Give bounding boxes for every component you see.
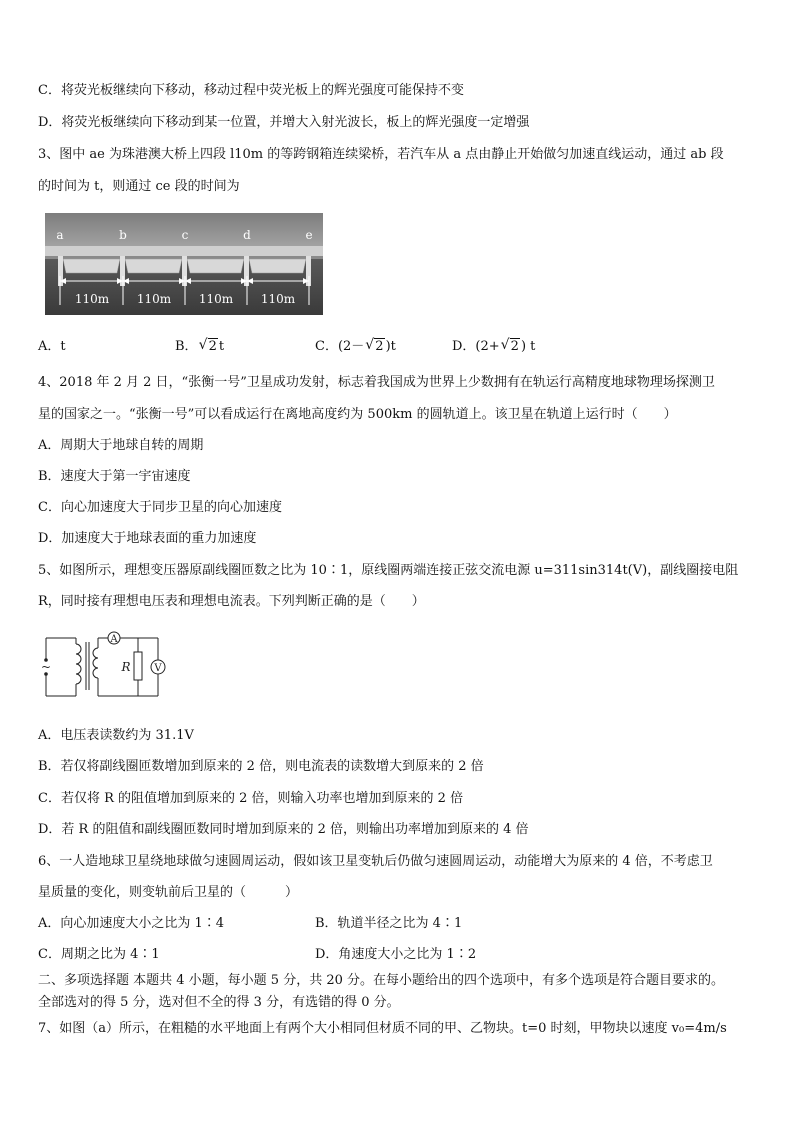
q5-stem-line1: 5、如图所示，理想变压器原副线圈匝数之比为 10∶1，原线圈两端连接正弦交流电源 u=311sin314t(V)，副线圈接电阻 (38, 563, 739, 578)
ac-source-symbol: ~ (40, 660, 52, 674)
bridge-span-de: 110m (260, 292, 296, 306)
q3-option-a: A．t (38, 339, 66, 354)
section2-heading-line2: 全部选对的得 5 分，选对但不全的得 3 分，有选错的得 0 分。 (38, 995, 400, 1010)
q3-option-d: D．(2+ √ 2 ) t (452, 337, 536, 354)
q6-stem-line1: 6、一人造地球卫星绕地球做匀速圆周运动，假如该卫星变轨后仍做匀速圆周运动，动能增大为原来的 4 倍，不考虑卫 (38, 854, 713, 869)
q4-option-a: A．周期大于地球自转的周期 (38, 438, 204, 453)
q6-option-b: B．轨道半径之比为 4∶1 (315, 916, 463, 931)
resistor-label: R (121, 660, 131, 674)
bridge-span-ab: 110m (74, 292, 110, 306)
voltmeter-label: V (154, 663, 162, 674)
transformer-circuit-figure (38, 630, 178, 702)
bridge-point-c: c (181, 228, 189, 242)
bridge-span-bc: 110m (136, 292, 172, 306)
q4-stem-line1: 4、2018 年 2 月 2 日，“张衡一号”卫星成功发射，标志着我国成为世界上少数拥有在轨运行高精度地球物理场探测卫 (38, 375, 715, 390)
section2-heading-line1: 二、多项选择题 本题共 4 小题，每小题 5 分，共 20 分。在每小题给出的四个选项中，有多个选项是符合题目要求的。 (38, 973, 725, 988)
q4-option-d: D．加速度大于地球表面的重力加速度 (38, 531, 257, 546)
q5-stem-line2: R，同时接有理想电压表和理想电流表。下列判断正确的是（ ） (38, 594, 425, 609)
bridge-point-b: b (119, 228, 127, 242)
q2-option-d: D．将荧光板继续向下移动到某一位置，并增大入射光波长，板上的辉光强度一定增强 (38, 115, 530, 130)
bridge-point-a: a (56, 228, 64, 242)
q4-option-b: B．速度大于第一宇宙速度 (38, 469, 191, 484)
q6-option-d: D．角速度大小之比为 1∶2 (315, 947, 477, 962)
q3-option-c: C．(2－ √ 2 )t (315, 337, 396, 354)
q7-stem-line1: 7、如图（a）所示，在粗糙的水平地面上有两个大小相同但材质不同的甲、乙物块。t=0 时刻，甲物块以速度 v₀=4m/s (38, 1021, 727, 1036)
q2-option-c: C．将荧光板继续向下移动，移动过程中荧光板上的辉光强度可能保持不变 (38, 83, 464, 98)
sqrt-symbol: √ 2 (500, 337, 519, 354)
q5-option-b: B．若仅将副线圈匝数增加到原来的 2 倍，则电流表的读数增大到原来的 2 倍 (38, 759, 484, 774)
q3-option-b: B． √ 2 t (175, 337, 225, 354)
bridge-point-d: d (243, 228, 251, 242)
q6-stem-line2: 星质量的变化，则变轨前后卫星的（ ） (38, 885, 299, 900)
q5-option-d: D．若 R 的阻值和副线圈匝数同时增加到原来的 2 倍，则输出功率增加到原来的 4 倍 (38, 822, 529, 837)
bridge-figure (45, 213, 323, 315)
bridge-span-cd: 110m (198, 292, 234, 306)
ammeter-label: A (110, 634, 118, 645)
q3-stem-line1: 3、图中 ae 为珠港澳大桥上四段 l10m 的等跨钢箱连续梁桥，若汽车从 a 点由静止开始做匀加速直线运动，通过 ab 段 (38, 147, 724, 162)
q5-option-a: A．电压表读数约为 31.1V (38, 728, 194, 743)
q4-stem-line2: 星的国家之一。“张衡一号”可以看成运行在离地高度约为 500km 的圆轨道上。该卫星在轨道上运行时（ ） (38, 407, 677, 422)
q6-option-c: C．周期之比为 4∶1 (38, 947, 160, 962)
q5-option-c: C．若仅将 R 的阻值增加到原来的 2 倍，则输入功率也增加到原来的 2 倍 (38, 791, 464, 806)
bridge-point-e: e (305, 228, 313, 242)
q3-stem-line2: 的时间为 t，则通过 ce 段的时间为 (38, 179, 240, 194)
sqrt-symbol: √ 2 (365, 337, 384, 354)
q4-option-c: C．向心加速度大于同步卫星的向心加速度 (38, 500, 282, 515)
sqrt-symbol: √ 2 (198, 337, 217, 354)
q6-option-a: A．向心加速度大小之比为 1∶4 (38, 916, 225, 931)
